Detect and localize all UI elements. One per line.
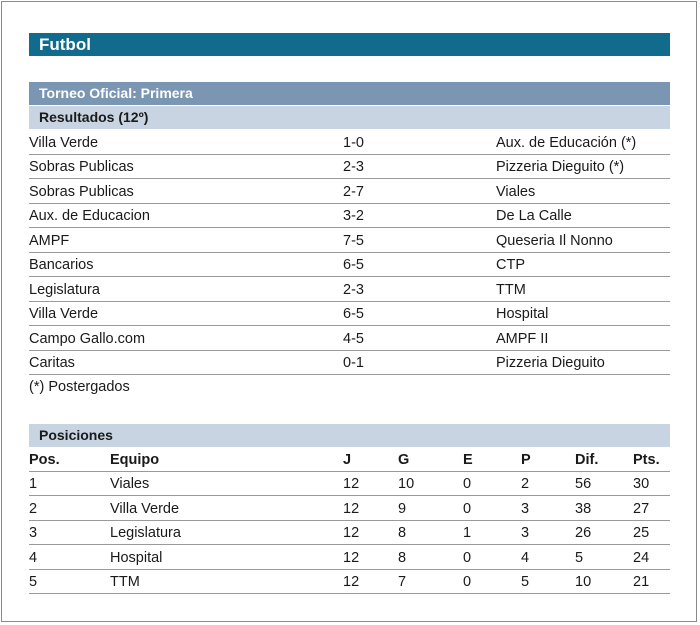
goal-diff: 38: [575, 501, 592, 517]
drawn: 0: [463, 574, 472, 590]
standings-heading: Posiciones: [29, 424, 670, 447]
position: 5: [29, 574, 38, 590]
standings-row: [29, 472, 670, 496]
goal-diff: 56: [575, 476, 592, 492]
lost: 5: [521, 574, 530, 590]
standings-row: [29, 497, 670, 521]
points: 27: [633, 501, 650, 517]
played: 12: [343, 574, 360, 590]
lost: 3: [521, 525, 530, 541]
home-team: Sobras Publicas: [29, 184, 134, 200]
home-team: Sobras Publicas: [29, 159, 134, 175]
home-team: AMPF: [29, 233, 70, 249]
result-row: [29, 155, 670, 179]
away-team: Pizzeria Dieguito (*): [496, 159, 625, 175]
position: 1: [29, 476, 38, 492]
team-name: Villa Verde: [110, 501, 180, 517]
result-row: [29, 229, 670, 253]
away-team: Aux. de Educación (*): [496, 135, 637, 151]
lost: 3: [521, 501, 530, 517]
points: 24: [633, 550, 650, 566]
drawn: 1: [463, 525, 472, 541]
goal-diff: 10: [575, 574, 592, 590]
result-row: [29, 302, 670, 326]
match-score: 2-3: [343, 159, 364, 175]
goal-diff: 26: [575, 525, 592, 541]
team-name: TTM: [110, 574, 140, 590]
played: 12: [343, 501, 360, 517]
team-name: Legislatura: [110, 525, 181, 541]
result-row: [29, 327, 670, 351]
points: 30: [633, 476, 650, 492]
drawn: 0: [463, 550, 472, 566]
away-team: CTP: [496, 257, 525, 273]
home-team: Caritas: [29, 355, 75, 371]
lost: 2: [521, 476, 530, 492]
col-pos: Pos.: [29, 452, 60, 468]
result-row: [29, 278, 670, 302]
standings-row: [29, 546, 670, 570]
result-row: [29, 351, 670, 375]
match-score: 3-2: [343, 208, 364, 224]
col-played: J: [343, 452, 352, 468]
lost: 4: [521, 550, 530, 566]
away-team: Hospital: [496, 306, 549, 322]
away-team: TTM: [496, 282, 526, 298]
standings-header-row: [29, 448, 670, 472]
away-team: Viales: [496, 184, 536, 200]
position: 4: [29, 550, 38, 566]
match-score: 2-7: [343, 184, 364, 200]
col-points: Pts.: [633, 452, 660, 468]
won: 8: [398, 550, 407, 566]
played: 12: [343, 550, 360, 566]
away-team: Pizzeria Dieguito: [496, 355, 605, 371]
match-score: 6-5: [343, 257, 364, 273]
col-team: Equipo: [110, 452, 160, 468]
drawn: 0: [463, 501, 472, 517]
match-score: 7-5: [343, 233, 364, 249]
played: 12: [343, 476, 360, 492]
col-drawn: E: [463, 452, 473, 468]
team-name: Hospital: [110, 550, 163, 566]
sports-table-panel: [29, 33, 670, 590]
col-won: G: [398, 452, 410, 468]
result-row: [29, 253, 670, 277]
standings-row: [29, 521, 670, 545]
away-team: AMPF II: [496, 331, 549, 347]
won: 10: [398, 476, 415, 492]
team-name: Viales: [110, 476, 150, 492]
won: 8: [398, 525, 407, 541]
result-row: [29, 180, 670, 204]
page-title: Futbol: [29, 33, 670, 56]
match-score: 0-1: [343, 355, 364, 371]
postponed-note: (*) Postergados: [29, 379, 130, 395]
home-team: Villa Verde: [29, 135, 99, 151]
points: 21: [633, 574, 650, 590]
won: 9: [398, 501, 407, 517]
match-score: 2-3: [343, 282, 364, 298]
match-score: 6-5: [343, 306, 364, 322]
points: 25: [633, 525, 650, 541]
result-row: [29, 131, 670, 155]
home-team: Aux. de Educacion: [29, 208, 150, 224]
goal-diff: 5: [575, 550, 584, 566]
won: 7: [398, 574, 407, 590]
position: 2: [29, 501, 38, 517]
home-team: Legislatura: [29, 282, 100, 298]
result-row: [29, 204, 670, 228]
played: 12: [343, 525, 360, 541]
match-score: 1-0: [343, 135, 364, 151]
away-team: De La Calle: [496, 208, 572, 224]
col-lost: P: [521, 452, 531, 468]
away-team: Queseria Il Nonno: [496, 233, 613, 249]
home-team: Bancarios: [29, 257, 94, 273]
standings-row: [29, 570, 670, 594]
match-score: 4-5: [343, 331, 364, 347]
tournament-title: Torneo Oficial: Primera: [29, 82, 670, 105]
position: 3: [29, 525, 38, 541]
home-team: Campo Gallo.com: [29, 331, 146, 347]
results-heading: Resultados (12º): [29, 106, 670, 129]
drawn: 0: [463, 476, 472, 492]
home-team: Villa Verde: [29, 306, 99, 322]
col-diff: Dif.: [575, 452, 599, 468]
